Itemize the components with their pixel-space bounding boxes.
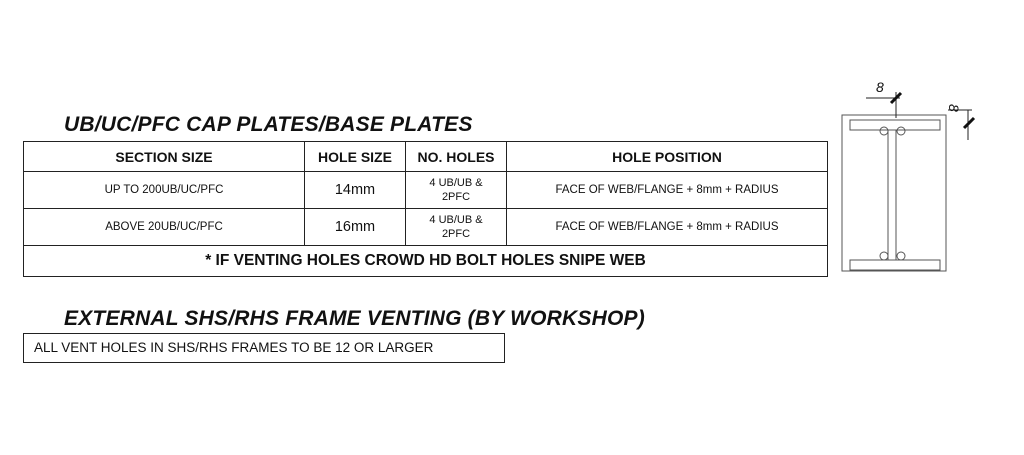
no-holes-cell	[406, 209, 507, 246]
hole-size-cell: 16mm	[305, 209, 406, 246]
hole-position-cell: FACE OF WEB/FLANGE + 8mm + RADIUS	[507, 209, 828, 246]
note-row	[24, 246, 828, 277]
header-no-holes: NO. HOLES	[406, 142, 507, 172]
plate-outline	[842, 115, 946, 271]
bottom-flange	[850, 260, 940, 270]
hole-size-cell: 14mm	[305, 172, 406, 209]
dim-label-top: 8	[876, 79, 884, 95]
header-hole-position: HOLE POSITION	[507, 142, 828, 172]
vent-hole	[880, 127, 888, 135]
table-row	[24, 209, 828, 246]
top-flange	[850, 120, 940, 130]
no-holes-cell	[406, 172, 507, 209]
vent-hole	[897, 252, 905, 260]
no-holes-line2: 2PFC	[441, 228, 471, 240]
no-holes-line1: 4 UB/UB &	[429, 177, 483, 189]
section-size-cell: ABOVE 20UB/UC/PFC	[24, 209, 305, 246]
table-header-row	[24, 142, 828, 172]
venting-note: * IF VENTING HOLES CROWD HD BOLT HOLES SNIPE WEB	[24, 246, 828, 277]
dim-label-side: 8	[946, 104, 962, 112]
dim-tick-side	[964, 118, 974, 128]
cap-plates-title: UB/UC/PFC CAP PLATES/BASE PLATES	[64, 113, 473, 136]
header-section-size: SECTION SIZE	[24, 142, 305, 172]
hole-position-cell: FACE OF WEB/FLANGE + 8mm + RADIUS	[507, 172, 828, 209]
no-holes-line1: 4 UB/UB &	[429, 214, 483, 226]
cap-plates-table	[23, 141, 828, 277]
venting-requirement: ALL VENT HOLES IN SHS/RHS FRAMES TO BE 12 OR LARGER	[23, 333, 505, 363]
table-row	[24, 172, 828, 209]
plate-detail-drawing	[838, 70, 988, 280]
vent-hole	[897, 127, 905, 135]
venting-title: EXTERNAL SHS/RHS FRAME VENTING (BY WORKSHOP)	[64, 307, 645, 330]
section-size-cell: UP TO 200UB/UC/PFC	[24, 172, 305, 209]
header-hole-size: HOLE SIZE	[305, 142, 406, 172]
no-holes-line2: 2PFC	[441, 191, 471, 203]
vent-hole	[880, 252, 888, 260]
